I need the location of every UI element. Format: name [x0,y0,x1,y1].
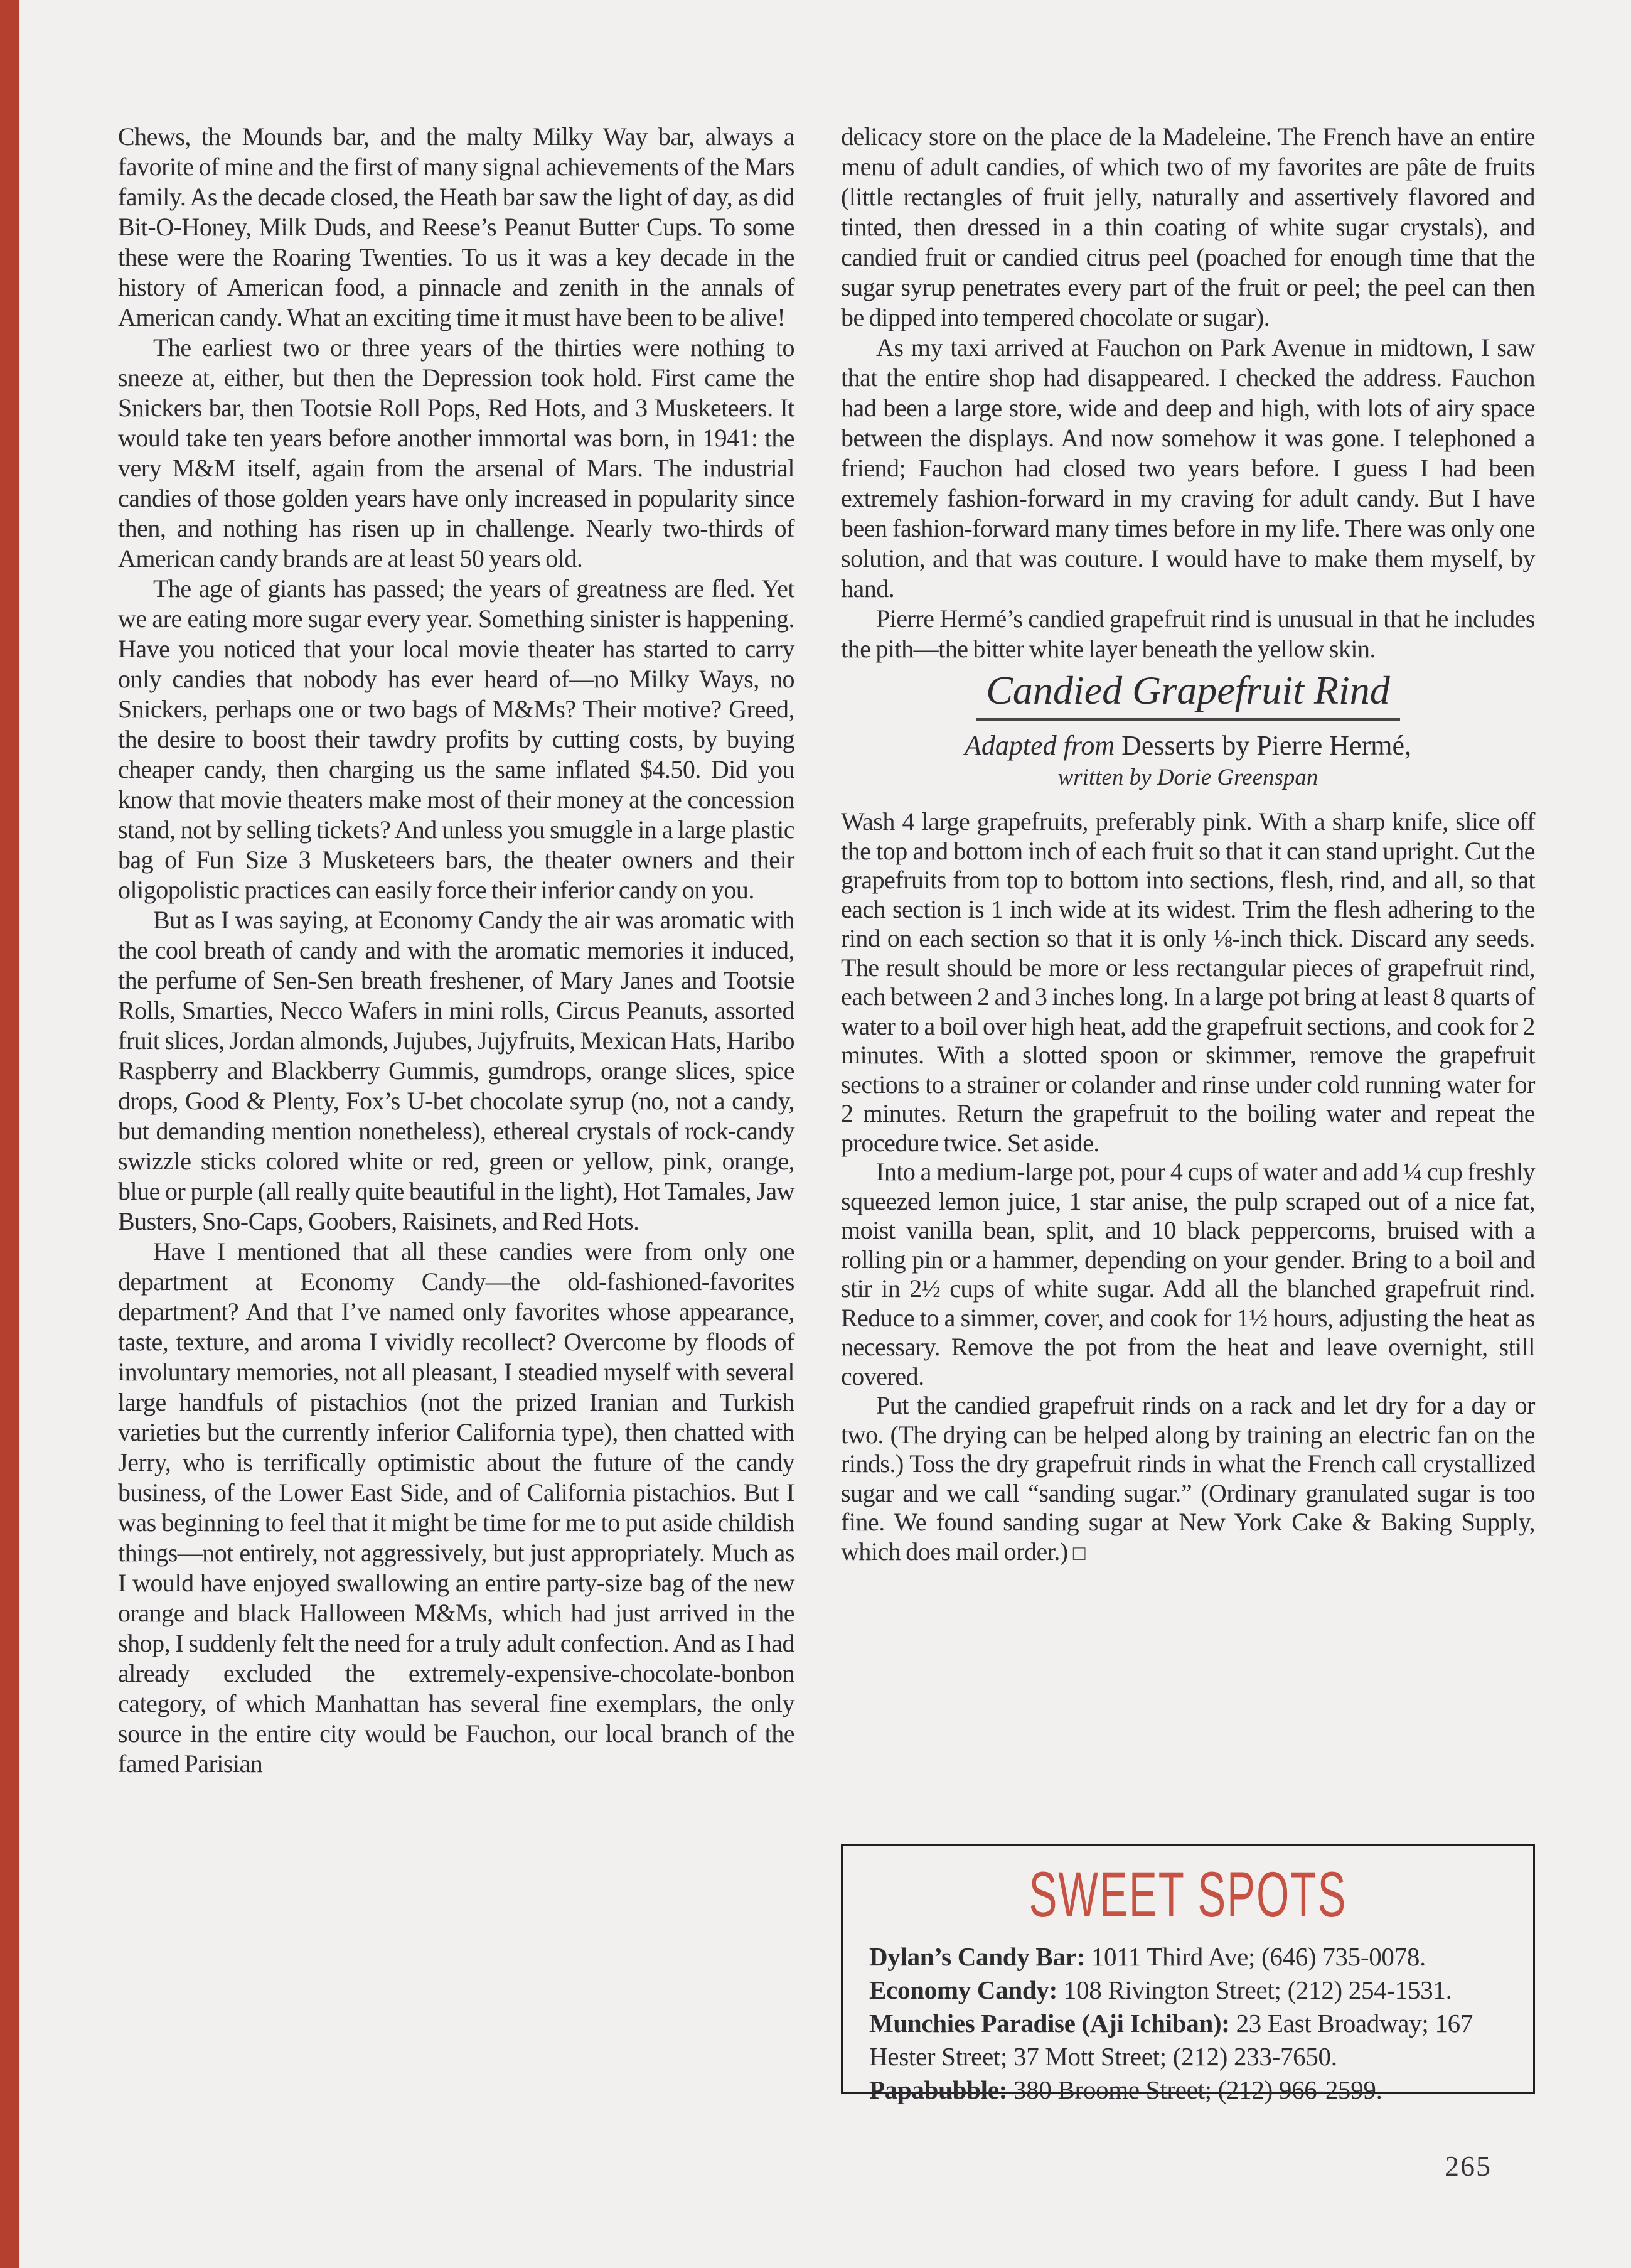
paragraph: Pierre Hermé’s candied grapefruit rind is unusual in that he includes the pith—the bitter white layer beneath the yellow skin. [841,605,1535,663]
paragraph: The earliest two or three years of the thirties were nothing to sneeze at, either, but then the Depression took hold. First came the Snickers bar, then Tootsie Roll Pops, Red Hots, and 3 Musketeers. It would take ten years before another immortal was born, in 1941: the very M&M itself, again from the arsenal of Mars. The industrial candies of those golden years have only increased in popularity since then, and nothing has risen up in challenge. Nearly two-thirds of American candy brands are at least 50 years old. [118,333,794,572]
sweet-spots-entry [869,1940,1507,1974]
store-details: 380 Broome Street; (212) 966-2599. [1007,2075,1382,2104]
sweet-spots-entry [869,1974,1507,2007]
recipe-byline-source: Desserts by Pierre Hermé, [1121,730,1411,761]
store-name: Economy Candy: [869,1975,1057,2004]
recipe-paragraph: Put the candied grapefruit rinds on a rack and let dry for a day or two. (The drying can be helped along by training an electric fan on the rinds.) Toss the dry grapefruit rinds in what the French call crystallized sugar and we call “sanding sugar.” (Ordinary granulated sugar is too fine. We found sanding sugar at New York Cake & Baking Supply, which does mail order.) □ [841,1391,1535,1566]
paragraph: Chews, the Mounds bar, and the malty Milky Way bar, always a favorite of mine and the first of many signal achievements of the Mars family. As the decade closed, the Heath bar saw the light of day, as did Bit-O-Honey, Milk Duds, and Reese’s Peanut Butter Cups. To some these were the Roaring Twenties. To us it was a key decade in the history of American food, a pinnacle and zenith in the annals of American candy. What an exciting time it must have been to be alive! [118,122,794,331]
page-number: 265 [1445,2150,1492,2182]
store-name: Munchies Paradise (Aji Ichiban): [869,2009,1230,2038]
store-details: 1011 Third Ave; (646) 735-0078. [1084,1942,1426,1971]
store-details: 108 Rivington Street; (212) 254-1531. [1057,1975,1452,2004]
recipe-paragraph: Into a medium-large pot, pour 4 cups of water and add ¼ cup freshly squeezed lemon juice, 1 star anise, the pulp scraped out of a nice fat, moist vanilla bean, split, and 10 black peppercorns, bruised with a rolling pin or a hammer, depending on your gender. Bring to a boil and stir in 2½ cups of white sugar. Add all the blanched grapefruit rind. Reduce to a simmer, cover, and cook for 1½ hours, adjusting the heat as necessary. Remove the pot from the heat and leave overnight, still covered. [841,1158,1535,1390]
sweet-spots-entry [869,2073,1507,2107]
store-details: 23 East Broadway; 167 Hester Street; 37 Mott Street; (212) 233-7650. [869,2009,1473,2071]
recipe-byline [841,728,1535,763]
recipe-byline-adapted-from: Adapted from [965,730,1122,761]
page-edge-bleed-bar [0,0,19,2268]
paragraph: But as I was saying, at Economy Candy the air was aromatic with the cool breath of candy and with the aromatic memories it induced, the perfume of Sen-Sen breath freshener, of Mary Janes and Tootsie Rolls, Smarties, Necco Wafers in mini rolls, Circus Peanuts, assorted fruit slices, Jordan almonds, Jujubes, Jujyfruits, Mexican Hats, Haribo Raspberry and Blackberry Gummis, gumdrops, orange slices, spice drops, Good & Plenty, Fox’s U-bet chocolate syrup (no, not a candy, but demanding mention nonetheless), ethereal crystals of rock-candy swizzle sticks colored white or red, green or yellow, pink, orange, blue or purple (all really quite beautiful in the light), Hot Tamales, Jaw Busters, Sno-Caps, Goobers, Raisinets, and Red Hots. [118,906,794,1235]
paragraph: The age of giants has passed; the years of greatness are fled. Yet we are eating more sugar every year. Something sinister is happening. Have you noticed that your local movie theater has started to carry only candies that nobody has ever heard of—no Milky Ways, no Snickers, perhaps one or two bags of M&Ms? Their motive? Greed, the desire to boost their tawdry profits by cutting costs, by buying cheaper candy, then charging us the same inflated $4.50. Did you know that movie theaters make most of their money at the concession stand, not by selling tickets? And unless you smuggle in a large plastic bag of Fun Size 3 Musketeers bars, the theater owners and their oligopolistic practices can easily force their inferior candy on you. [118,574,794,904]
sweet-spots-title: SWEET SPOTS [1029,1859,1347,1930]
paragraph: delicacy store on the place de la Madeleine. The French have an entire menu of adult candies, of which two of my favorites are pâte de fruits (little rectangles of fruit jelly, naturally and assertively flavored and tinted, then dressed in a thin coating of white sugar crystals), and candied fruit or candied citrus peel (poached for enough time that the sugar syrup penetrates every part of the fruit or peel; the peel can then be dipped into tempered chocolate or sugar). [841,122,1535,331]
recipe-header [841,664,1535,792]
paragraph: Have I mentioned that all these candies were from only one department at Economy Candy—the old-fashioned-favorites department? And that I’ve named only favorites whose appearance, taste, texture, and aroma I vividly recollect? Overcome by floods of involuntary memories, not all pleasant, I steadied myself with several large handfuls of pistachios (not the prized Iranian and Turkish varieties but the currently inferior California type), then chatted with Jerry, who is terrifically optimistic about the future of the candy business, of the Lower East Side, and of California pistachios. But I was beginning to feel that it might be time for me to put aside childish things—not entirely, not aggressively, but just appropriately. Much as I would have enjoyed swallowing an entire party-size bag of the new orange and black Halloween M&Ms, which had just arrived in the shop, I suddenly felt the need for a truly adult confection. And as I had already excluded the extremely-expensive-chocolate-bonbon category, of which Manhattan has several fine exemplars, the only source in the entire city would be Fauchon, our local branch of the famed Parisian [118,1237,794,1778]
recipe-title: Candied Grapefruit Rind [976,664,1400,721]
recipe-byline-writer: written by Dorie Greenspan [1057,765,1318,790]
recipe-paragraph: Wash 4 large grapefruits, preferably pink. With a sharp knife, slice off the top and bottom inch of each fruit so that it can stand upright. Cut the grapefruits from top to bottom into sections, flesh, rind, and all, so that each section is 1 inch wide at its widest. Trim the flesh adhering to the rind on each section so that it is only ⅛-inch thick. Discard any seeds. The result should be more or less rectangular pieces of grapefruit rind, each between 2 and 3 inches long. In a large pot bring at least 8 quarts of water to a boil over high heat, add the grapefruit sections, and cook for 2 minutes. With a slotted spoon or skimmer, remove the grapefruit sections to a strainer or colander and rinse under cold running water for 2 minutes. Return the grapefruit to the boiling water and repeat the procedure twice. Set aside. [841,807,1535,1157]
left-column [118,122,794,1779]
paragraph: As my taxi arrived at Fauchon on Park Avenue in midtown, I saw that the entire shop had disappeared. I checked the address. Fauchon had been a large store, wide and deep and high, with lots of airy space between the displays. And now somehow it was gone. I telephoned a friend; Fauchon had closed two years before. I guess I had been extremely fashion-forward in my craving for adult candy. But I have been fashion-forward many times before in my life. There was only one solution, and that was couture. I would have to make them myself, by hand. [841,333,1535,603]
right-column [841,122,1535,1568]
store-name: Dylan’s Candy Bar: [869,1942,1085,1971]
end-of-article-mark: □ [1072,1542,1086,1565]
store-name: Papabubble: [869,2075,1007,2104]
sweet-spots-box [841,1844,1535,2104]
sweet-spots-entry [869,2007,1507,2073]
